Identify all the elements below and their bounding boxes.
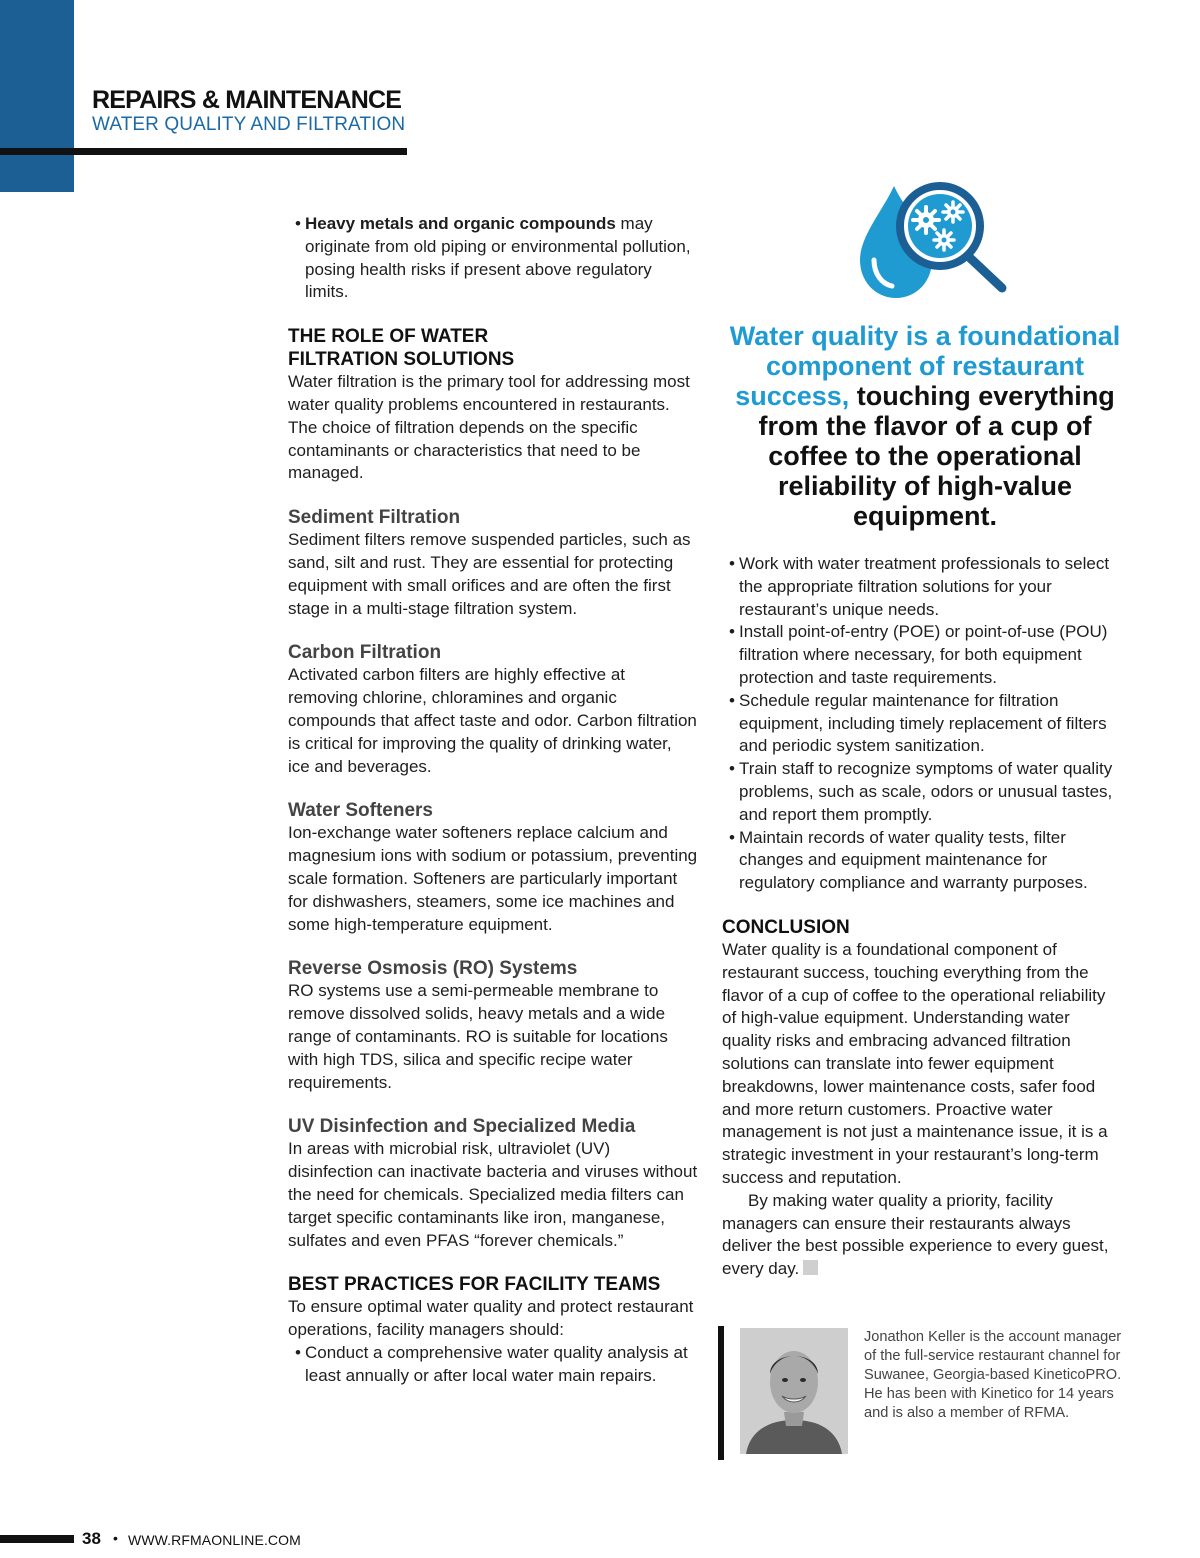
softeners-heading: Water Softeners <box>288 800 433 822</box>
list-item: • Install point-of-entry (POE) or point-of-use (POU) filtration where necessary, for both equipment protection and taste requirements. <box>722 621 1122 689</box>
pull-quote-text: touching everything from the flavor of a cup of coffee to the operational reliability of high-value equipment. <box>758 381 1115 531</box>
author-photo <box>740 1328 848 1454</box>
conclusion-closing-text: By making water quality a priority, facility managers can ensure their restaurants always deliver the best possible experience to every guest, every day. <box>722 1190 1109 1279</box>
list-item: • Conduct a comprehensive water quality analysis at least annually or after local water main repairs. <box>288 1342 698 1388</box>
conclusion-closing-paragraph <box>722 1190 1122 1281</box>
role-heading <box>288 325 698 371</box>
conclusion-heading: CONCLUSION <box>722 916 850 938</box>
list-item <box>288 213 698 304</box>
best-practices-list-left <box>288 1342 698 1388</box>
left-column <box>288 213 698 1387</box>
best-practices-heading: BEST PRACTICES FOR FACILITY TEAMS <box>288 1274 661 1296</box>
conclusion-paragraph: Water quality is a foundational component of restaurant success, touching everything from the flavor of a cup of coffee to the operational reliability of high-value equipment. Understanding water quality risks and embracing advanced filtration solutions can translate into fewer equipment breakdowns, lower maintenance costs, safer food and more return customers. Proactive water management is not just a maintenance issue, it is a strategic investment in your restaurant’s long-term success and reputation. <box>722 939 1108 1187</box>
header-color-bar <box>0 0 74 192</box>
header-rule <box>0 148 407 155</box>
uv-body: In areas with microbial risk, ultraviolet (UV) disinfection can inactivate bacteria and viruses without the need for chemicals. Specialized media filters can target specific contaminants like iron, manganese, sulfates and even PFAS “forever chemicals.” <box>288 1139 698 1250</box>
ro-heading: Reverse Osmosis (RO) Systems <box>288 958 578 980</box>
ro-body: RO systems use a semi-permeable membrane to remove dissolved solids, heavy metals and a wide range of contaminants. RO is suitable for locations with high TDS, silica and specific recipe water requirements. <box>288 981 668 1092</box>
best-practices-list-right <box>722 553 1122 895</box>
list-item: • Work with water treatment professionals to select the appropriate filtration solutions for your restaurant’s unique needs. <box>722 553 1122 621</box>
author-bio: Jonathon Keller is the account manager of the full-service restaurant channel for Suwanee, Georgia-based KineticoPRO. He has been with Kinetico for 14 years and is also a member of RFMA. <box>864 1329 1122 1421</box>
footer-rule <box>0 1535 74 1543</box>
section-title: REPAIRS & MAINTENANCE <box>92 86 402 114</box>
bullet-bold-lead: Heavy metals and organic compounds <box>305 214 616 233</box>
bullet-text: may originate from old piping or environmental pollution, posing health risks if present above regulatory limits. <box>305 214 691 302</box>
pull-quote-highlight: Water quality is a foundational component of restaurant success, <box>729 321 1121 411</box>
bio-accent-bar <box>718 1326 724 1460</box>
page-number: 38 <box>82 1529 101 1548</box>
softeners-body: Ion-exchange water softeners replace calcium and magnesium ions with sodium or potassium, preventing scale formation. Softeners are particularly important for dishwashers, steamers, some ice machines and some high-temperature equipment. <box>288 823 698 934</box>
pull-quote <box>718 321 1132 531</box>
intro-bullet-list <box>288 213 698 304</box>
best-practices-intro: To ensure optimal water quality and protect restaurant operations, facility managers should: <box>288 1297 694 1340</box>
role-heading-line2: FILTRATION SOLUTIONS <box>288 349 515 371</box>
sediment-heading: Sediment Filtration <box>288 507 461 529</box>
section-subtitle: WATER QUALITY AND FILTRATION <box>92 114 406 135</box>
uv-heading: UV Disinfection and Specialized Media <box>288 1116 636 1138</box>
right-column <box>722 553 1122 1281</box>
list-item: • Train staff to recognize symptoms of water quality problems, such as scale, odors or unusual tastes, and report them promptly. <box>722 758 1122 826</box>
footer-separator: • <box>113 1530 118 1546</box>
end-of-article-mark <box>803 1260 818 1275</box>
water-drop-magnifier-icon <box>856 182 1008 300</box>
role-heading-line1: THE ROLE OF WATER <box>288 326 489 348</box>
list-item: • Schedule regular maintenance for filtration equipment, including timely replacement of filters and periodic system sanitization. <box>722 690 1122 758</box>
sediment-body: Sediment filters remove suspended particles, such as sand, silt and rust. They are essential for protecting equipment with small orifices and are often the first stage in a multi-stage filtration system. <box>288 530 691 618</box>
carbon-body: Activated carbon filters are highly effective at removing chlorine, chloramines and organic compounds that affect taste and odor. Carbon filtration is critical for improving the quality of drinking water, ice and beverages. <box>288 665 697 776</box>
list-item: • Maintain records of water quality tests, filter changes and equipment maintenance for regulatory compliance and warranty purposes. <box>722 827 1122 895</box>
footer-website-link[interactable]: WWW.RFMAONLINE.COM <box>128 1532 301 1548</box>
carbon-heading: Carbon Filtration <box>288 642 442 664</box>
role-body: Water filtration is the primary tool for addressing most water quality problems encountered in restaurants. The choice of filtration depends on the specific contaminants or characteristics that need to be managed. <box>288 372 690 483</box>
